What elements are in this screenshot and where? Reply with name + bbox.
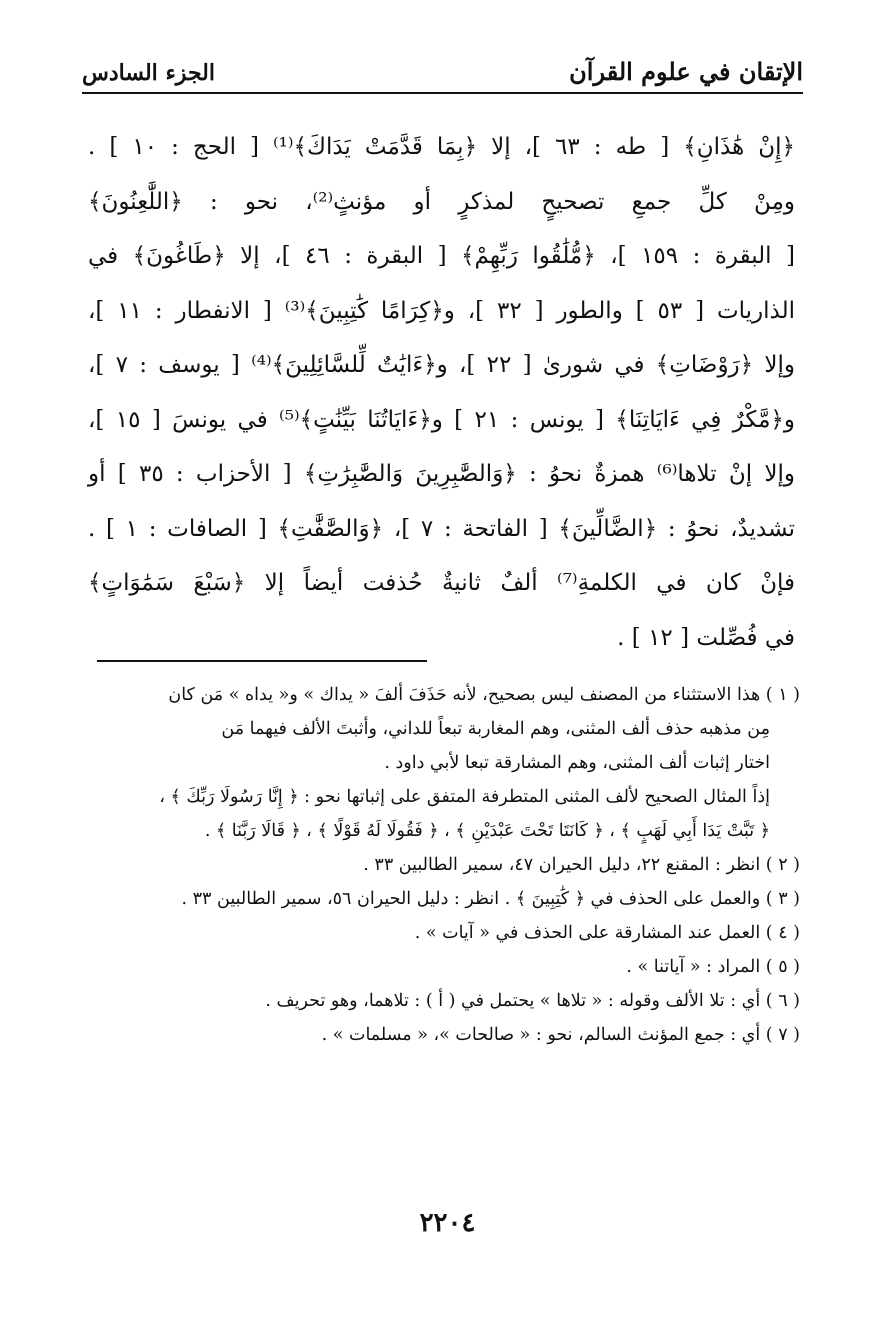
- book-title: الإتقان في علوم القرآن: [569, 57, 803, 86]
- footnote-1-continued: ﴿ تَبَّتْ يَدَا أَبِي لَهَبٍ ﴾ ، ﴿ كَانَتَا تَحْتَ عَبْدَيْنِ ﴾ ، ﴿ فَقُولَا لَهُ قَوْلًا ﴾ ، ﴿ قَالَا رَبَّنَا ﴾ .: [204, 821, 770, 841]
- footnote-7: ( ٧ ) أي : جمع المؤنث السالم، نحو : « صالحات »، « مسلمات » .: [321, 1025, 800, 1045]
- footnote-1: ( ١ ) هذا الاستثناء من المصنف ليس بصحيح، لأنه حَذَفَ ألفَ « يداك » و« يداه » مَن كان: [168, 685, 800, 705]
- main-text: [88, 120, 795, 665]
- footnote-1-continued: مِن مذهبه حذف ألف المثنى، وهم المغاربة تبعاً للداني، وأثبتَ الألف فيهما مَن: [221, 719, 770, 739]
- text-line: ومِنْ كلِّ جمعِ تصحيحٍ لمذكرٍ أو مؤنثٍ⁽²⁾، نحو : ﴿اللَّٰعِنُونَ﴾: [88, 188, 795, 215]
- text-line: تشديدٌ، نحوُ : ﴿الضَّالِّينَ﴾ [ الفاتحة : ٧ ]، ﴿وَالصَّٰفَّٰتِ﴾ [ الصافات : ١ ] .: [88, 515, 795, 542]
- text-line: الذاريات [ ٥٣ ] والطور [ ٣٢ ]، و﴿كِرَامًا كَٰتِبِينَ﴾⁽³⁾ [ الانفطار : ١١ ]،: [88, 297, 795, 324]
- text-line: ﴿إِنْ هَٰذَانِ﴾ [ طه : ٦٣ ]، إلا ﴿بِمَا قَدَّمَتْ يَدَاكَ﴾⁽¹⁾ [ الحج : ١٠ ] .: [88, 134, 795, 160]
- footnote-4: ( ٤ ) العمل عند المشارقة على الحذف في « آيات » .: [414, 923, 800, 943]
- footnote-5: ( ٥ ) المراد : « آياتنا » .: [626, 957, 800, 977]
- text-line: و﴿مَّكْرٌ فِي ءَايَاتِنَا﴾ [ يونس : ٢١ ] و﴿ءَايَاتُنَا بَيِّنَٰتٍ﴾⁽⁵⁾ في يونسَ [ ١٥ ]،: [88, 406, 795, 433]
- footnote-2: ( ٢ ) انظر : المقنع ٢٢، دليل الحيران ٤٧، سمير الطالبين ٣٣ .: [363, 855, 800, 875]
- part-title: الجزء السادس: [82, 60, 215, 86]
- page-number: ٢٢٠٤: [419, 1208, 476, 1238]
- text-line: [ البقرة : ١٥٩ ]، ﴿مُّلَٰقُوا رَبِّهِمْ﴾ [ البقرة : ٤٦ ]، إلا ﴿طَاغُونَ﴾ في: [88, 243, 795, 269]
- text-line: وإلا إنْ تلاها⁽⁶⁾ همزةٌ نحوُ : ﴿وَالصَّٰبِرِينَ وَالصَّٰبِرَٰتِ﴾ [ الأحزاب : ٣٥ ] أو: [88, 461, 796, 487]
- running-header: [82, 48, 803, 94]
- text-line: في فُصِّلت [ ١٢ ] .: [617, 624, 795, 651]
- footnote-6: ( ٦ ) أي : تلا الألف وقوله : « تلاها » يحتمل في ( أ ) : تلاهما، وهو تحريف .: [265, 991, 800, 1011]
- text-line: فإنْ كان في الكلمةِ⁽⁷⁾ ألفٌ ثانيةٌ حُذفت أيضاً إلا ﴿سَبْعَ سَمَٰوَاتٍ﴾: [88, 570, 795, 596]
- footnote-1-continued: إذاً المثال الصحيح لألف المثنى المتطرفة المتفق على إثباتها نحو : ﴿ إِنَّا رَسُولَا رَبِّكَ ﴾ ،: [159, 787, 770, 807]
- text-line: وإلا ﴿رَوْضَاتِ﴾ في شورىٰ [ ٢٢ ]، و﴿ءَايَٰتٌ لِّلسَّائِلِينَ﴾⁽⁴⁾ [ يوسف : ٧ ]،: [88, 352, 795, 378]
- footnotes: [92, 678, 800, 1052]
- footnote-1-continued: اختار إثبات ألف المثنى، وهم المشارقة تبعا لأبي داود .: [384, 753, 770, 773]
- footnote-separator: [97, 660, 427, 662]
- footnote-3: ( ٣ ) والعمل على الحذف في ﴿ كَٰتِبِينَ ﴾ . انظر : دليل الحيران ٥٦، سمير الطالبين ٣٣ .: [181, 889, 800, 909]
